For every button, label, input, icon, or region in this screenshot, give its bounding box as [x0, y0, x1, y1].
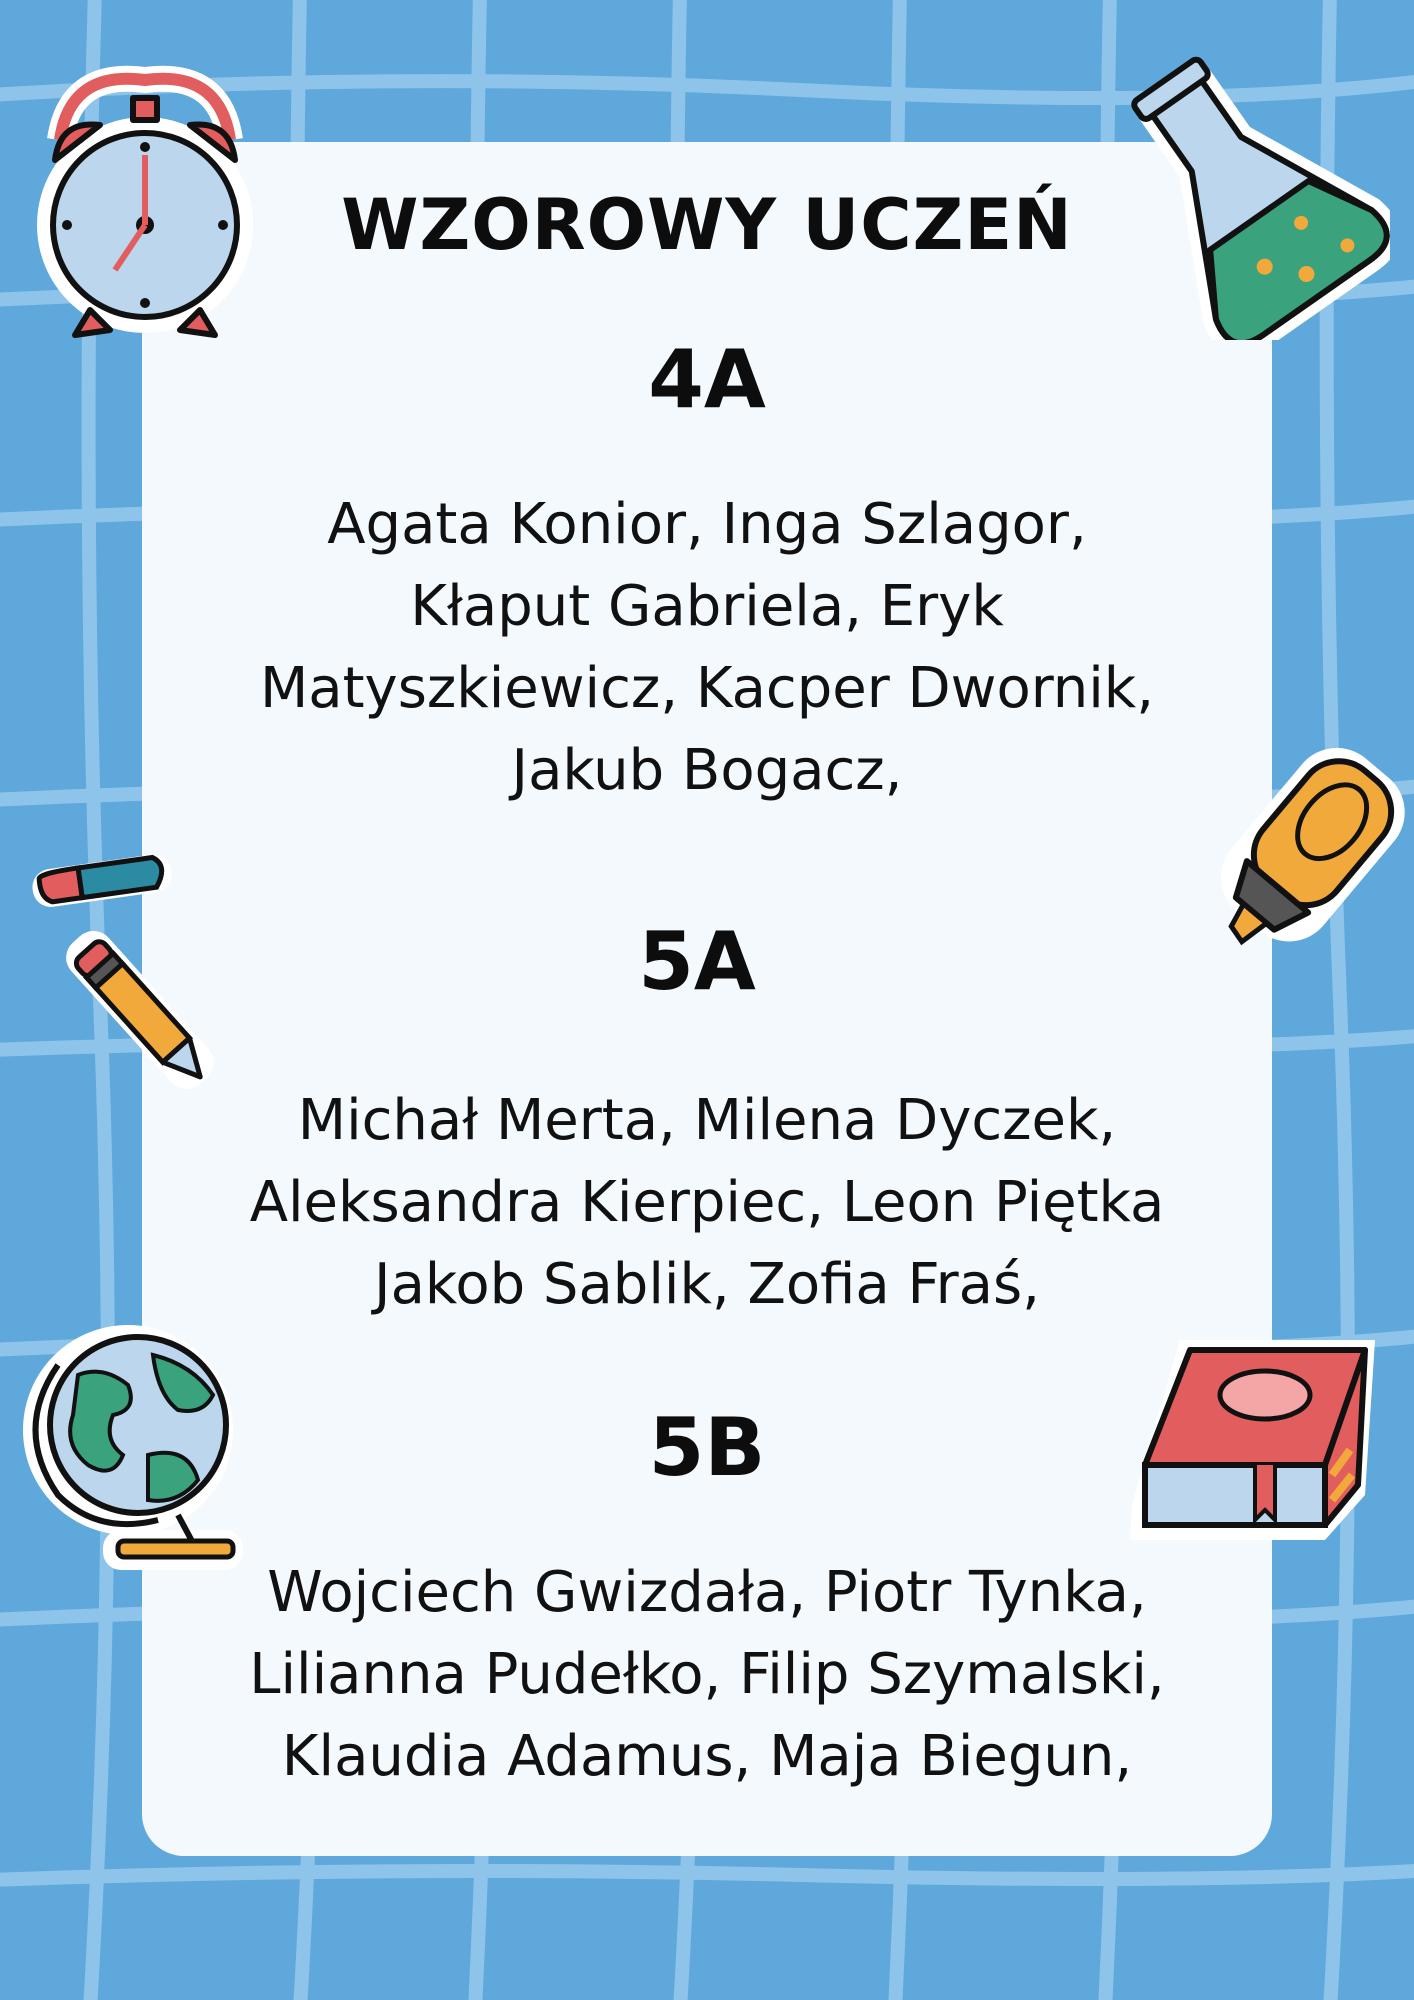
- name-line: Agata Konior, Inga Szlagor,: [327, 492, 1087, 557]
- name-line: Wojciech Gwizdała, Piotr Tynka,: [267, 1560, 1147, 1625]
- name-line: Aleksandra Kierpiec, Leon Piętka: [249, 1170, 1165, 1235]
- book-icon: [1120, 1325, 1385, 1555]
- name-line: Jakub Bogacz,: [511, 738, 903, 803]
- name-line: Lilianna Pudełko, Filip Szymalski,: [249, 1642, 1165, 1707]
- name-line: Matyszkiewicz, Kacper Dwornik,: [259, 656, 1155, 721]
- names-list-4a: [180, 484, 1234, 812]
- alarm-clock-icon: [20, 40, 270, 340]
- names-list-5b: [180, 1552, 1234, 1798]
- class-heading-5a: 5A: [638, 915, 756, 1008]
- globe-icon: [18, 1315, 248, 1575]
- eraser-icon: [20, 840, 180, 920]
- pencil-icon: [55, 910, 225, 1110]
- class-heading-4a: 4A: [648, 333, 766, 426]
- flask-icon: [1100, 50, 1390, 340]
- name-line: Kłaput Gabriela, Eryk: [410, 574, 1004, 639]
- name-line: Michał Merta, Milena Dyczek,: [297, 1088, 1117, 1153]
- class-heading-5b: 5B: [648, 1401, 766, 1494]
- page-title: WZOROWY UCZEŃ: [341, 184, 1073, 266]
- name-line: Klaudia Adamus, Maja Biegun,: [281, 1724, 1133, 1789]
- names-list-5a: [142, 1080, 1272, 1326]
- highlighter-icon: [1190, 740, 1410, 980]
- name-line: Jakob Sablik, Zofia Fraś,: [374, 1252, 1040, 1317]
